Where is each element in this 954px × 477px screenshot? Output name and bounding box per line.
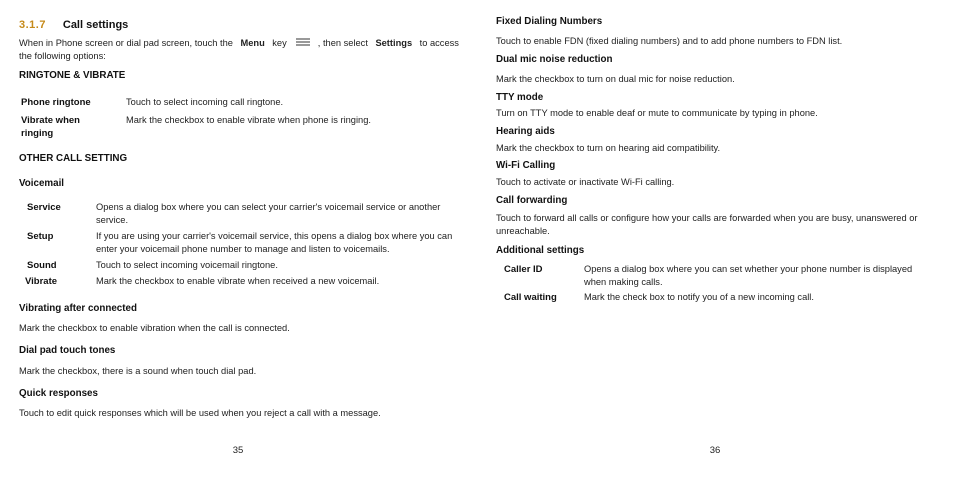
section-text: Touch to activate or inactivate Wi-Fi calling. (496, 177, 675, 187)
voicemail-desc: Opens a dialog box where you can select your carrier's voicemail service or another service. (96, 202, 441, 225)
section-heading: Hearing aids (496, 126, 555, 137)
intro-paragraph (19, 37, 459, 63)
section-text: Touch to edit quick responses which will be used when you reject a call with a message. (19, 408, 381, 418)
page-number: 36 (709, 445, 721, 456)
section-text: Turn on TTY mode to enable deaf or mute to communicate by typing in phone. (496, 108, 818, 118)
ringtone-term: Phone ringtone (21, 97, 91, 108)
intro-settings-word: Settings (375, 38, 413, 48)
intro-text-3: , then select (317, 38, 368, 48)
intro-text-1: When in Phone screen or dial pad screen, touch the (19, 38, 233, 48)
left-page (19, 0, 461, 477)
section-text: Mark the checkbox to turn on dual mic for noise reduction. (496, 74, 735, 84)
section-header (19, 15, 128, 33)
section-heading: Fixed Dialing Numbers (496, 16, 603, 27)
voicemail-term: Setup (27, 231, 54, 242)
page-number: 35 (232, 445, 244, 456)
section-text: Touch to enable FDN (fixed dialing numbers) and to add phone numbers to FDN list. (496, 36, 843, 46)
section-number: 3.1.7 (19, 19, 46, 31)
additional-term: Call waiting (504, 292, 557, 303)
voicemail-desc: Mark the checkbox to enable vibrate when received a new voicemail. (96, 276, 380, 286)
ringtone-heading: RINGTONE & VIBRATE (19, 70, 126, 81)
section-heading: Quick responses (19, 388, 98, 399)
section-heading: Dial pad touch tones (19, 345, 116, 356)
section-heading: Wi-Fi Calling (496, 160, 556, 171)
additional-desc: Mark the check box to notify you of a new incoming call. (584, 292, 814, 302)
section-text: Mark the checkbox to enable vibration when the call is connected. (19, 323, 290, 333)
voicemail-term: Sound (27, 260, 57, 271)
section-heading: TTY mode (496, 92, 544, 103)
section-text: Mark the checkbox to turn on hearing aid compatibility. (496, 143, 721, 153)
section-heading: Vibrating after connected (19, 303, 137, 314)
right-page (496, 0, 938, 477)
voicemail-term: Vibrate (25, 276, 58, 287)
voicemail-desc: Touch to select incoming voicemail ringtone. (96, 260, 278, 270)
section-heading: Call forwarding (496, 195, 568, 206)
additional-term: Caller ID (504, 264, 543, 275)
intro-text-5: the following options: (19, 51, 106, 61)
intro-text-4: to access (419, 38, 459, 48)
additional-desc: Opens a dialog box where you can set whether your phone number is displayed when making calls. (584, 264, 913, 287)
intro-menu-word: Menu (240, 38, 265, 48)
ringtone-term: Vibrate when ringing (21, 115, 80, 139)
additional-heading: Additional settings (496, 245, 585, 256)
ringtone-desc: Touch to select incoming call ringtone. (126, 97, 284, 107)
intro-text-2: key (272, 38, 287, 48)
section-title: Call settings (62, 19, 129, 31)
menu-lines-icon (296, 37, 308, 44)
other-call-heading: OTHER CALL SETTING (19, 153, 128, 164)
voicemail-desc: If you are using your carrier's voicemail service, this opens a dialog box where you can enter your voicemail phone number to manage and listen to voicemails. (96, 231, 453, 254)
ringtone-desc: Mark the checkbox to enable vibrate when phone is ringing. (126, 115, 371, 125)
section-text: Touch to forward all calls or configure how your calls are forwarded when you are busy, unanswered or unreachable. (496, 213, 918, 236)
voicemail-term: Service (27, 202, 61, 213)
section-text: Mark the checkbox, there is a sound when touch dial pad. (19, 366, 257, 376)
section-heading: Dual mic noise reduction (496, 54, 613, 65)
voicemail-heading: Voicemail (19, 178, 65, 189)
